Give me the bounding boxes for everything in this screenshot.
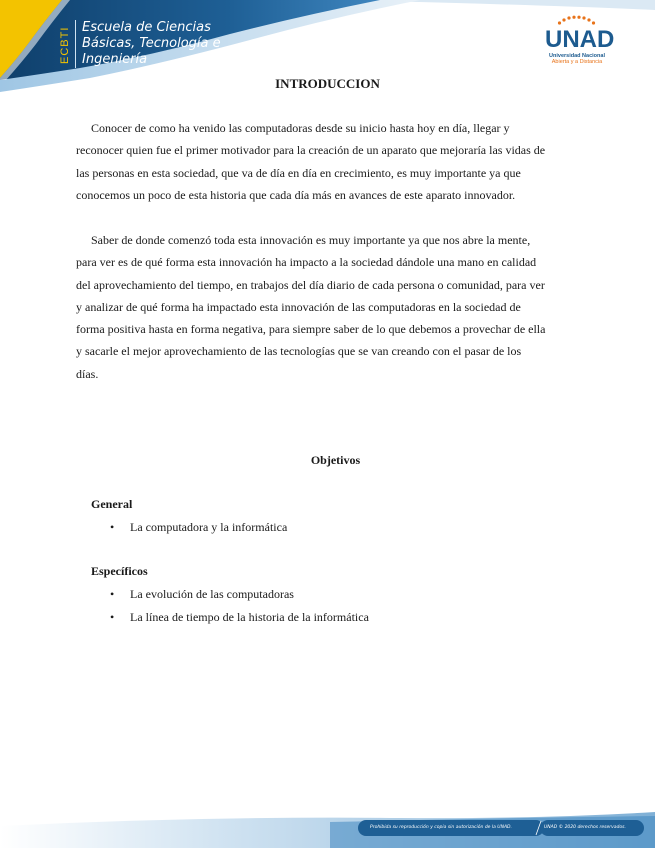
bullet-icon: • (110, 610, 115, 624)
paragraph-line: forma positiva hasta en forma negativa, para siempre saber de lo que debemos a provechar de ella (76, 322, 546, 337)
paragraph-line: Saber de donde comenzó toda esta innovación es muy importante ya que nos abre la mente, (91, 233, 531, 247)
footer-notice: Prohibida su reproducción y copia sin autorización de la UNAD. (370, 825, 512, 830)
objectives-heading: Objetivos (310, 453, 361, 467)
list-item-text: La evolución de las computadoras (130, 587, 294, 601)
school-name (82, 20, 221, 68)
list-item (110, 520, 287, 535)
intro-paragraph-1 (76, 117, 596, 206)
general-heading: General (91, 497, 133, 511)
paragraph-line: y analizar de qué forma ha impactado esta innovación de las computadoras en la sociedad de (76, 299, 521, 314)
list-item (110, 610, 369, 625)
school-name-line: Ingeniería (82, 52, 148, 67)
intro-paragraph-2 (76, 229, 596, 385)
paragraph-line: Conocer de como ha venido las computadoras desde su inicio hasta hoy en día, llegar y (91, 121, 510, 135)
bullet-icon: • (110, 587, 115, 601)
list-item-text: La computadora y la informática (130, 520, 288, 534)
school-name-line: Básicas, Tecnología e (82, 36, 221, 51)
list-item (110, 587, 294, 602)
logo-subtitle-2: Abierta y a Distancia (551, 59, 603, 65)
bullet-icon: • (110, 520, 115, 534)
paragraph-line: las personas en esta sociedad, que va de día en día en crecimiento, es muy importante ya que (76, 165, 521, 180)
ecbti-label: ECBTI (59, 26, 71, 64)
paragraph-line: y sacarle el mejor aprovechamiento de las tecnologías que se van creando con el pasar de los (76, 344, 522, 359)
specific-heading: Específicos (91, 564, 148, 578)
paragraph-line: conocemos un poco de esta historia que cada día más en avances de este aparato innovador. (76, 187, 516, 202)
list-item-text: La línea de tiempo de la historia de la informática (130, 610, 369, 624)
paragraph-line: días. (76, 366, 99, 381)
document-title: INTRODUCCION (275, 76, 380, 91)
school-name-line: Escuela de Ciencias (82, 20, 211, 35)
footer-copyright: UNAD © 2020 derechos reservados. (544, 825, 626, 830)
paragraph-line: para ver es de qué forma esta innovación ha impacto a la sociedad dándole una mano en calidad (76, 255, 537, 270)
logo-subtitle-1: Universidad Nacional (549, 53, 605, 59)
header-divider (75, 20, 76, 68)
paragraph-line: del aprovechamiento del tiempo, en trabajos del día diario de cada persona o comunidad, para ver (76, 277, 545, 292)
paragraph-line: reconocer quien fue el primer motivador para la creación de un aparato que mejoraría las vidas de (76, 143, 546, 158)
logo-text: UNAD (545, 26, 614, 53)
